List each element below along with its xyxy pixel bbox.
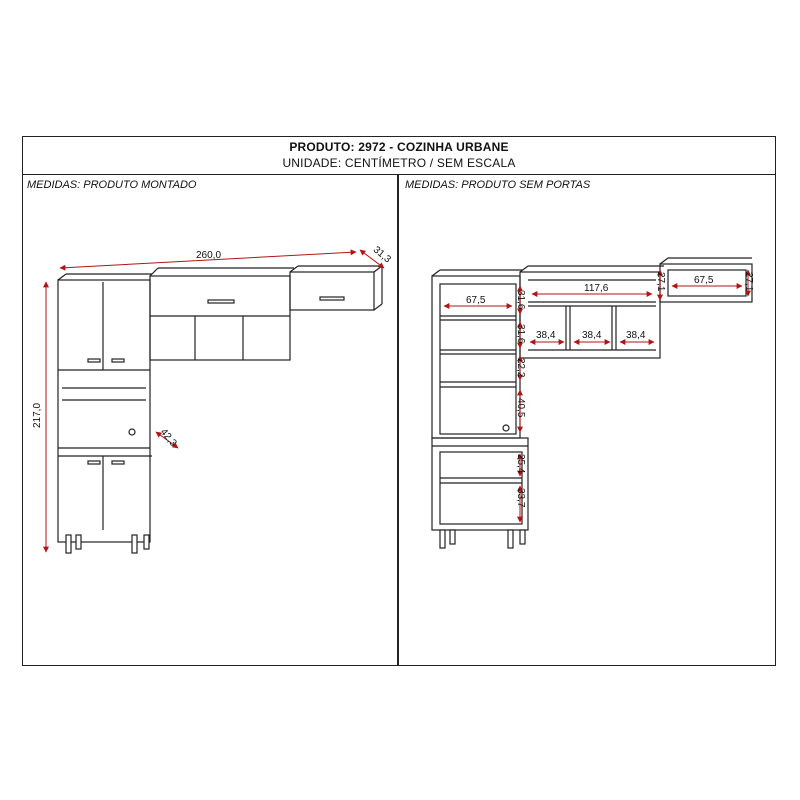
middle-height-label: 27,1 [655,272,666,292]
height-dim-label: 217,0 [32,402,43,428]
niche2-label: 38,4 [582,330,602,341]
width-dim-label: 260,0 [196,250,222,261]
tower-h4-label: 40,5 [515,398,526,418]
tower-h3-label: 22,2 [515,358,526,378]
upper-middle-cabinet [150,276,290,360]
base-h2-label: 33,7 [515,488,526,508]
assembled-kitchen-drawing [58,266,382,553]
right-width-label: 67,5 [694,275,714,286]
right-dimension-labels [466,272,754,508]
middle-width-label: 117,6 [584,283,609,294]
left-panel-label: MEDIDAS: PRODUTO MONTADO [27,179,197,191]
product-title: PRODUTO: 2972 - COZINHA URBANE [289,140,509,154]
handle [88,461,100,464]
handle [88,359,100,362]
right-height-label: 27,1 [743,272,754,292]
base-h1-label: 25,4 [515,454,526,474]
niche1-label: 38,4 [536,330,556,341]
upper-right-cabinet [290,272,374,310]
tower-h2-label: 31,6 [515,324,526,344]
handle [208,300,234,303]
handle [112,359,124,362]
tower-width-label: 67,5 [466,295,486,306]
right-panel-label: MEDIDAS: PRODUTO SEM PORTAS [405,179,591,191]
tower-cabinet [58,280,150,542]
handle [320,297,344,300]
unit-subtitle: UNIDADE: CENTÍMETRO / SEM ESCALA [282,156,516,170]
left-dimensions [32,244,393,552]
top-depth-dim-label: 31,3 [370,244,393,266]
right-dimensions [444,270,748,522]
handle [112,461,124,464]
base-depth-dim-label: 42,3 [157,426,179,449]
tower-h1-label: 31,6 [515,290,526,310]
knob [129,429,135,435]
niche3-label: 38,4 [626,330,646,341]
